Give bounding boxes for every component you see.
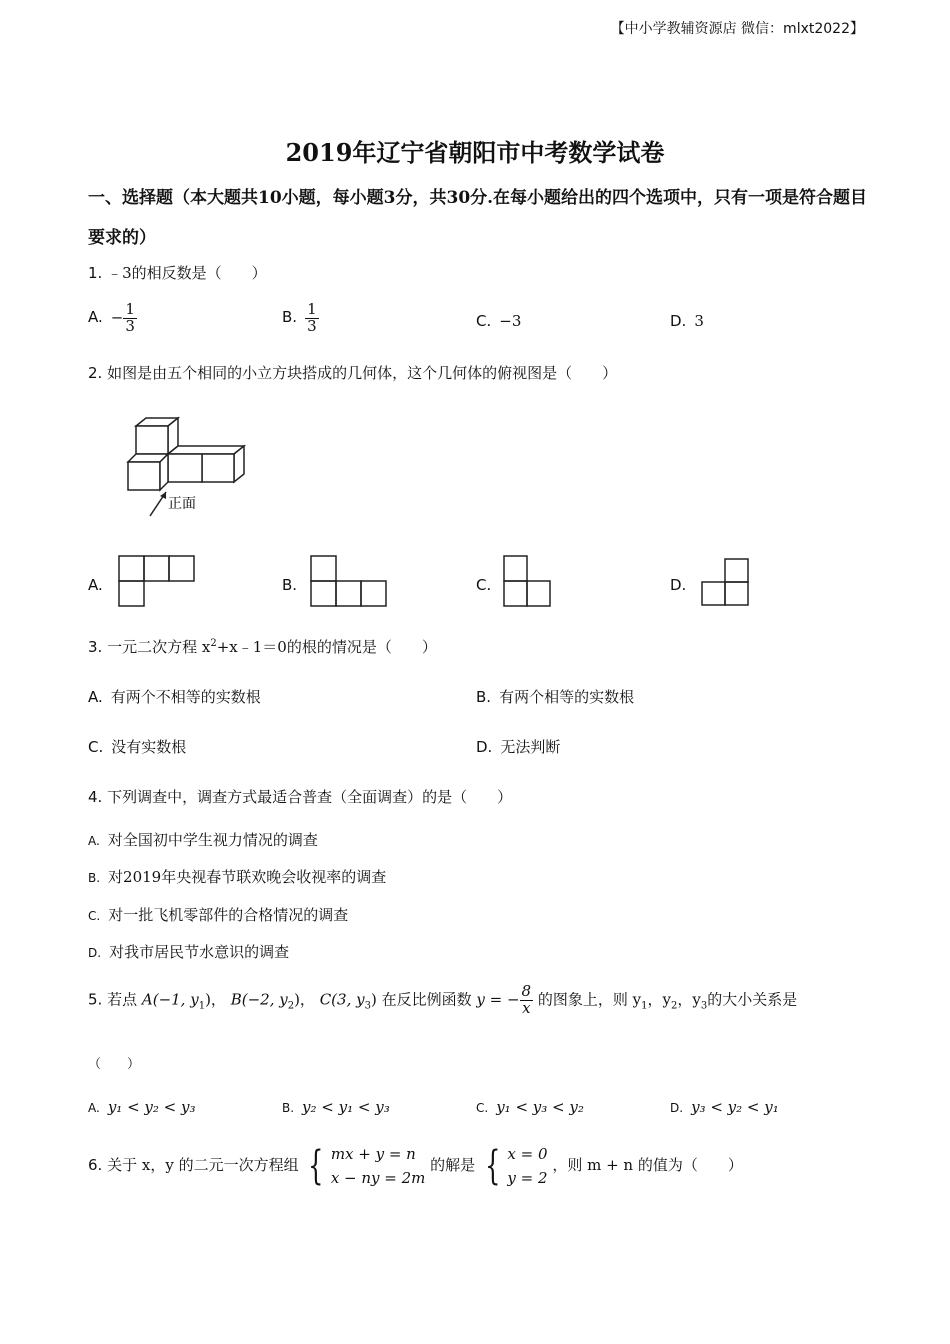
equation-1: mx + y = n <box>330 1145 416 1163</box>
section-heading: 一、选择题（本大题共10小题，每小题3分，共30分.在每小题给出的四个选项中，只有一项是符合题目要求的） <box>88 188 868 248</box>
q3-option-d[interactable]: D. 无法判断 <box>476 738 561 756</box>
question-5: 5. 若点 A(−1, $y_1$)， B(−2, $y_2$)， C(3, $y_3$) 在反比例函数 y = − $\frac{8}{x}$ 的图象上，则 $y_1$，$y_2$，$y_3$的大小关系是 <box>88 982 798 1017</box>
page-title: 2019年辽宁省朝阳市中考数学试卷 <box>285 138 665 167</box>
fraction-numerator: 8 <box>521 982 532 1000</box>
question-4 <box>88 786 512 807</box>
point-b: B(−2, y <box>230 990 288 1009</box>
question-number: 3. <box>88 638 103 656</box>
function-lhs: y = − <box>476 990 520 1009</box>
option-text: −3 <box>499 312 522 330</box>
question-number: 4. <box>88 788 103 806</box>
question-text: 如图是由五个相同的小立方块搭成的几何体，这个几何体的俯视图是（ ） <box>107 364 618 382</box>
q6-pre: 关于 x，y 的二元一次方程组 <box>107 1156 299 1174</box>
question-6 <box>88 1142 743 1190</box>
q1-option-b[interactable] <box>282 302 319 335</box>
fraction-denominator: x <box>522 998 531 1017</box>
q5-option-a[interactable]: A. y₁ < y₂ < y₃ <box>88 1098 196 1116</box>
option-label: C. <box>476 312 492 330</box>
q2-option-d-label[interactable]: D. <box>670 576 687 594</box>
q4-option-a[interactable]: A. 对全国初中学生视力情况的调查 <box>88 831 318 849</box>
point-a: A(−1, y <box>141 990 199 1009</box>
question-1 <box>88 262 267 283</box>
q5-option-c[interactable]: C. y₁ < y₃ < y₂ <box>476 1098 584 1116</box>
option-label: A. <box>88 308 103 327</box>
q2-option-b-label[interactable]: B. <box>282 576 298 594</box>
q2-option-a-label[interactable]: A. <box>88 576 103 594</box>
solution-1: x = 0 <box>507 1145 548 1163</box>
solution-system: { x = 0 y = 2 <box>485 1143 548 1189</box>
fraction-denominator: 3 <box>307 316 317 335</box>
option-sign: − <box>110 308 124 327</box>
question-text: 一元二次方程 x <box>107 638 211 656</box>
q1-option-c[interactable] <box>476 312 521 330</box>
equation-system: { mx + y = n x − ny = 2m <box>308 1143 426 1189</box>
solution-2: y = 2 <box>507 1169 548 1187</box>
q2-option-b-figure[interactable] <box>310 555 390 610</box>
q5-pre: 若点 <box>107 990 138 1009</box>
q5-option-d[interactable]: D. y₃ < y₂ < y₁ <box>670 1098 779 1116</box>
q5-post: 的图象上，则 y <box>537 990 642 1009</box>
front-label: 正面 <box>168 496 196 512</box>
q3-option-a[interactable]: A. 有两个不相等的实数根 <box>88 688 261 706</box>
fraction-denominator: 3 <box>125 316 135 335</box>
question-text: 下列调查中，调查方式最适合普查（全面调查）的是（ ） <box>107 788 513 806</box>
q2-option-c-figure[interactable] <box>503 555 558 610</box>
fraction-numerator: 1 <box>307 300 317 318</box>
q1-option-d[interactable] <box>670 312 704 330</box>
q4-option-b[interactable]: B. 对2019年央视春节联欢晚会收视率的调查 <box>88 868 387 886</box>
q1-option-a[interactable] <box>88 302 137 335</box>
q2-option-c-label[interactable]: C. <box>476 576 492 594</box>
point-c: C(3, y <box>319 990 365 1009</box>
q2-option-d-figure[interactable] <box>701 558 756 613</box>
option-label: B. <box>282 308 298 327</box>
option-text: 3 <box>694 312 704 330</box>
option-label: D. <box>670 312 687 330</box>
watermark: 【中小学教辅资源店 微信：mlxt2022】 <box>610 21 864 37</box>
question-text-rest: +x﹣1＝0的根的情况是（ ） <box>216 638 437 656</box>
q4-option-d[interactable]: D. 对我市居民节水意识的调查 <box>88 943 290 961</box>
q5-bracket: （ ） <box>88 1057 141 1072</box>
q5-option-b[interactable]: B. y₂ < y₁ < y₃ <box>282 1098 390 1116</box>
exponent: 2 <box>210 638 217 649</box>
question-number: 6. <box>88 1156 103 1174</box>
q5-mid: 在反比例函数 <box>381 990 472 1009</box>
q6-post: ，则 m + n 的值为（ ） <box>552 1156 743 1174</box>
fraction-numerator: 1 <box>125 300 135 318</box>
question-number: 5. <box>88 990 103 1009</box>
q3-option-c[interactable]: C. 没有实数根 <box>88 738 187 756</box>
question-number: 2. <box>88 364 103 382</box>
q4-option-c[interactable]: C. 对一批飞机零部件的合格情况的调查 <box>88 906 349 924</box>
q2-option-a-figure[interactable] <box>118 555 198 610</box>
question-text: ﹣3的相反数是（ ） <box>107 264 267 282</box>
q3-option-b[interactable]: B. 有两个相等的实数根 <box>476 688 635 706</box>
q6-mid: 的解是 <box>430 1156 476 1174</box>
question-number: 1. <box>88 264 103 282</box>
cube-figure <box>120 412 260 522</box>
question-3 <box>88 636 437 657</box>
question-2 <box>88 362 617 383</box>
equation-2: x − ny = 2m <box>330 1169 426 1187</box>
